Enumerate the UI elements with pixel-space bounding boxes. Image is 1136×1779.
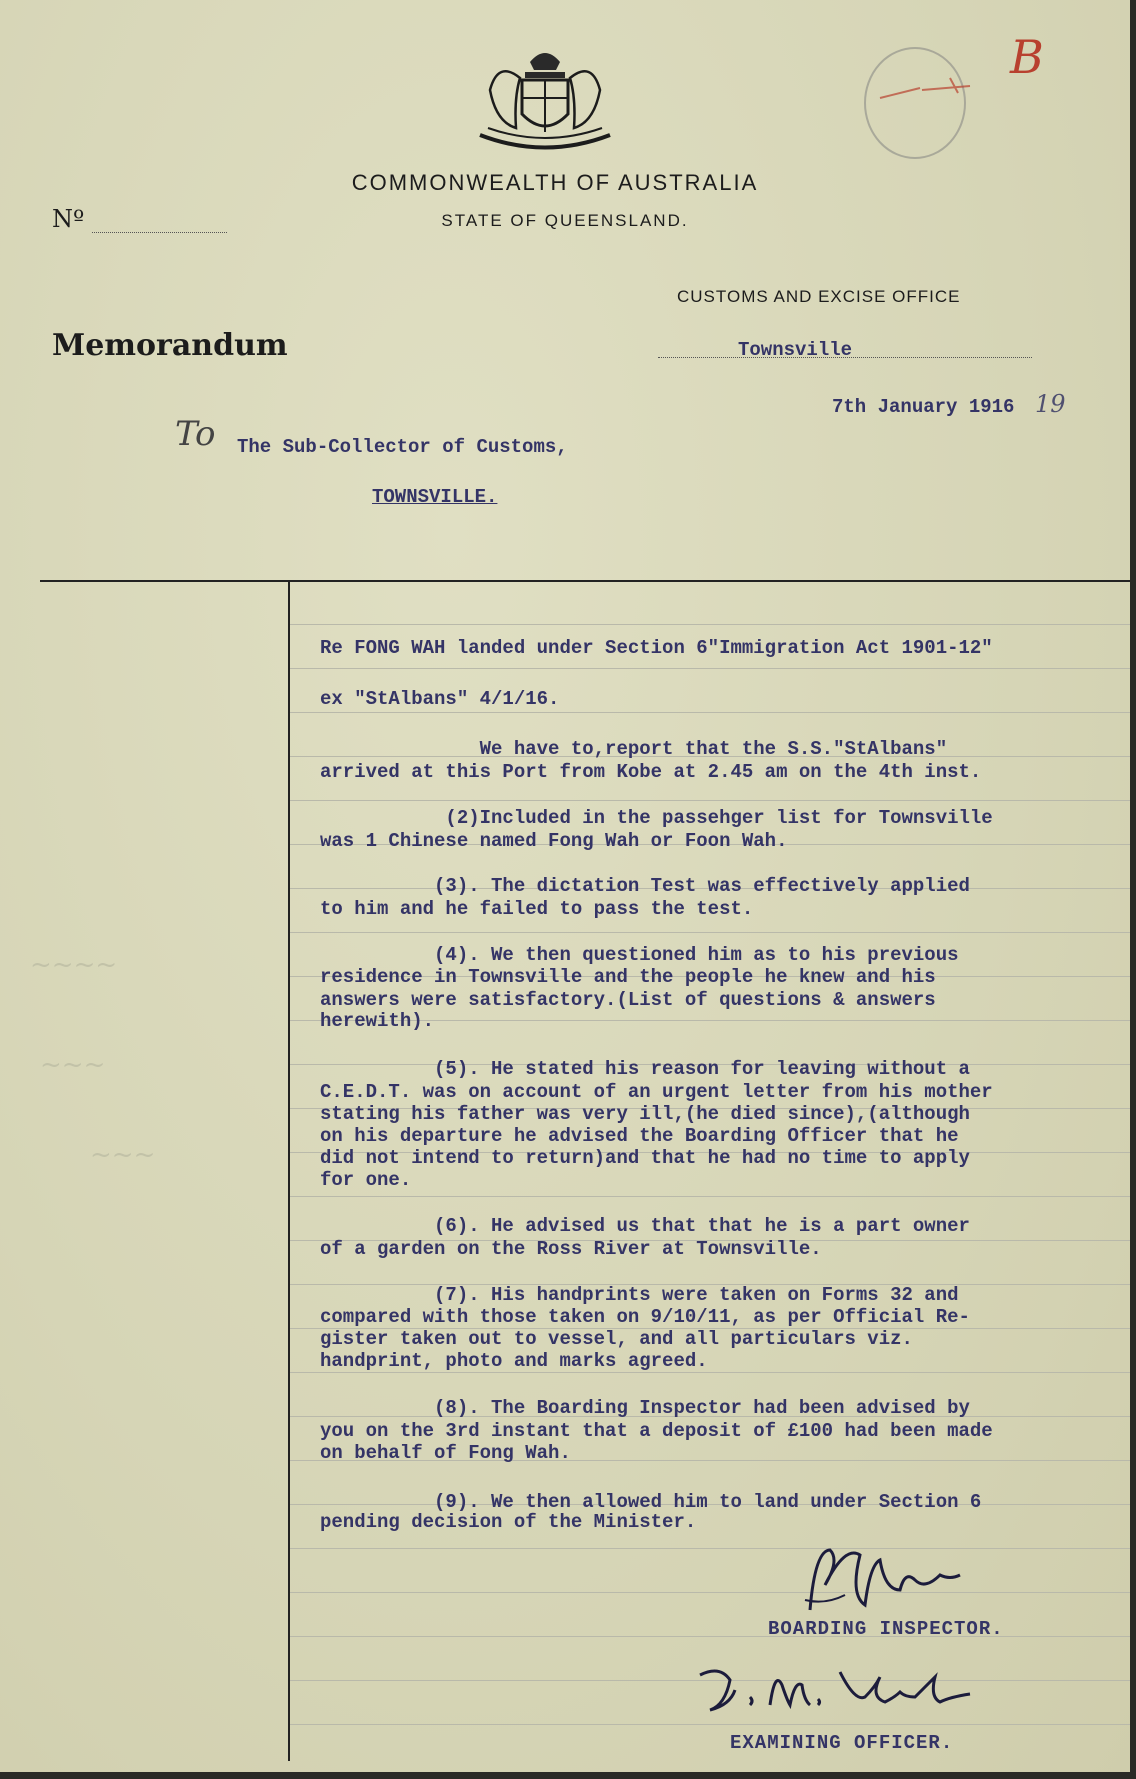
recipient-town: TOWNSVILLE. [372,486,498,508]
body-line: compared with those taken on 9/10/11, as per Official Re- [320,1306,970,1328]
place-line [658,357,1032,358]
ruled-line [290,932,1130,933]
ruled-line [290,1196,1130,1197]
margin-pencil-1: ~~~~ [30,950,118,980]
number-label: Nº [52,205,85,233]
margin-divider [288,581,290,1761]
body-line: (7). His handprints were taken on Forms 32 and [320,1284,959,1306]
body-line: Re FONG WAH landed under Section 6"Immigration Act 1901-12" [320,637,993,659]
body-line: to him and he failed to pass the test. [320,898,754,920]
pencil-annotation-icon [860,38,1000,168]
body-line: (6). He advised us that that he is a part owner [320,1215,970,1237]
corner-mark: B [1010,30,1044,84]
body-line: was 1 Chinese named Fong Wah or Foon Wah. [320,830,788,852]
recipient: The Sub-Collector of Customs, [237,436,568,458]
country-heading: COMMONWEALTH OF AUSTRALIA [351,170,759,195]
body-line: (5). He stated his reason for leaving without a [320,1058,970,1080]
ruled-line [290,712,1130,713]
officer-label: EXAMINING OFFICER. [730,1732,954,1754]
body-line: herewith). [320,1010,435,1032]
to-prefix: To [175,414,216,454]
place-field: Townsville [738,339,853,361]
body-line: ex "StAlbans" 4/1/16. [320,688,560,710]
date-handwritten: 19 [1035,390,1066,418]
body-line: (3). The dictation Test was effectively applied [320,875,970,897]
body-line: answers were satisfactory.(List of questions & answers [320,989,936,1011]
body-line: (4). We then questioned him as to his previous [320,944,959,966]
body-line: stating his father was very ill,(he died since),(although [320,1103,970,1125]
body-line: pending decision of the Minister. [320,1511,697,1533]
inspector-label: BOARDING INSPECTOR. [768,1618,1004,1640]
header-divider [40,580,1130,582]
ruled-line [290,1636,1130,1637]
body-line: residence in Townsville and the people he knew and his [320,966,936,988]
ruled-line [290,800,1130,801]
ruled-line [290,1548,1130,1549]
body-line: C.E.D.T. was on account of an urgent letter from his mother [320,1081,993,1103]
body-line: arrived at this Port from Kobe at 2.45 am on the 4th inst. [320,761,982,783]
body-line: handprint, photo and marks agreed. [320,1350,708,1372]
ruled-line [290,668,1130,669]
body-line: on behalf of Fong Wah. [320,1442,571,1464]
ruled-line [290,624,1130,625]
body-line: (9). We then allowed him to land under Section 6 [320,1491,982,1513]
body-line: on his departure he advised the Boarding Officer that he [320,1125,959,1147]
ruled-line [290,1724,1130,1725]
margin-pencil-3: ~~~ [90,1140,156,1170]
body-line: for one. [320,1169,412,1191]
date-field: 7th January 1916 [832,396,1015,418]
office-heading: CUSTOMS AND EXCISE OFFICE [677,287,961,306]
body-line: of a garden on the Ross River at Townsville. [320,1238,822,1260]
margin-pencil-2: ~~~ [40,1050,106,1080]
memo-title: Memorandum [52,328,288,363]
officer-signature-icon [690,1660,980,1720]
body-line: (2)Included in the passehger list for Townsville [320,807,993,829]
ruled-line [290,1372,1130,1373]
body-line: (8). The Boarding Inspector had been advised by [320,1397,970,1419]
number-line [92,232,227,233]
body-line: you on the 3rd instant that a deposit of £100 had been made [320,1420,993,1442]
body-line: We have to,report that the S.S."StAlbans" [320,738,948,760]
coat-of-arms-icon [470,40,620,152]
body-line: did not intend to return)and that he had no time to apply [320,1147,970,1169]
ruled-line [290,1592,1130,1593]
state-heading: STATE OF QUEENSLAND. [441,211,689,230]
body-line: gister taken out to vessel, and all particulars viz. [320,1328,913,1350]
inspector-signature-icon [800,1540,970,1620]
